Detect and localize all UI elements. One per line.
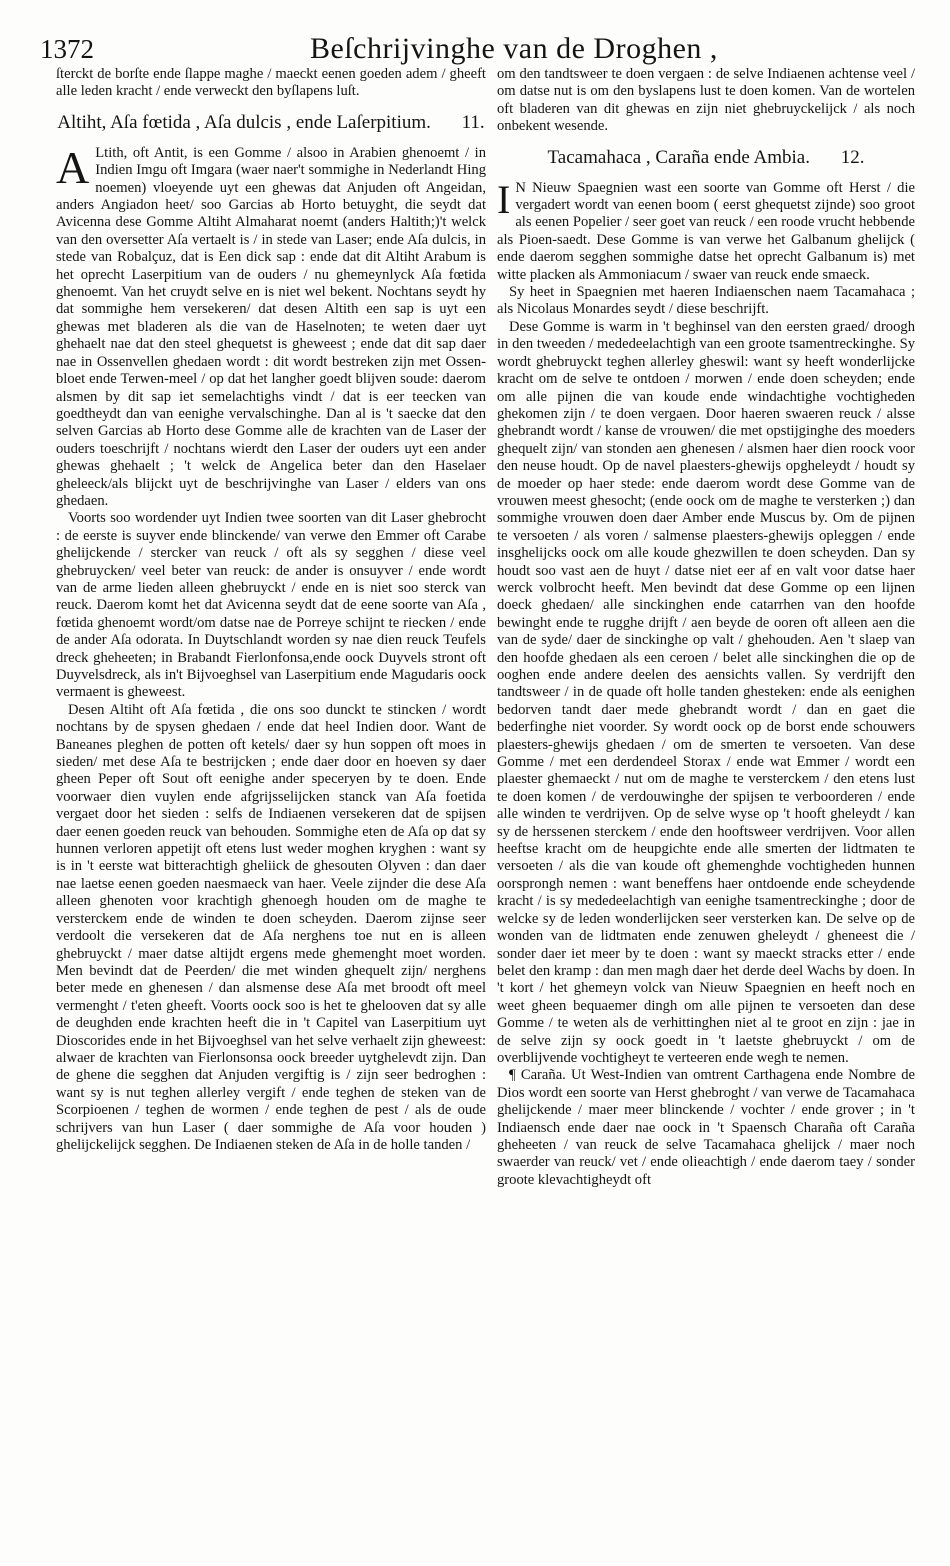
paragraph: Voorts soo wordender uyt Indien twee soorten van dit Laser ghebrocht : de eerste is suyver ende blinckende/ van verwe den Emmer oft Carabe ghelijckende / stercker van reuck / oft als sy segghen / diese veel ghebruycken/ veel beter van reuck: de ander is onsuyver / ende wordt van de arme lieden alleen ghebruyckt / ende en is niet soo sterck van reuck. Daerom komt het dat Avicenna seydt dat de eene soorte van Aſa , fœtida ghenoemt wordt/om datse nae de Porreye schijnt te riecken / ende de ander Aſa odorata. In Duytschlandt worden sy nae dien reuck Teufels dreck gheheeten; in Brabandt Fierlonfonsa,ende oock Duyvels stront oft Duyvelsdreck, als in't Bijvoeghsel van Laserpitium ende Magudaris oock vermaent is gheweest. [56,510,486,701]
page-number: 1372 [40,34,94,64]
right-intro-paragraph: om den tandtsweer te doen vergaen : de selve Indiaenen achtense veel / om datse nut is om den byslapens lust te doen komen. Van de wortelen oft bladeren van dit ghewas en zijn niet ghebruyckelijck / als noch onbekent wesende. [497,66,915,135]
left-column [56,66,486,1154]
section-heading-12 [497,146,915,170]
paragraph: Dese Gomme is warm in 't beghinsel van den eersten graed/ droogh in den tweeden / mededeelachtigh van een groote tsamentreckinghe. Sy wordt ghebruyckt teghen allerley gheswil: want sy heeft wonderlijcke kracht om de selve te ontdoen / morwen / ende doen scheyden; ende om alle pijnen die van koude ende windachtighe vochtigheden ghekomen zijn / te doen vergaen. Door haeren swaeren reuck / alsse ghebrandt wordt / kanse de vrouwen/ die met opstijginghe des moeders ghequelt zijn/ van stonden aen ghenesen / alsmen haer dien roock voor den neuse houdt. Op de navel plaesters-ghewijs opgheleydt / houdt sy de moeder op haer stede: ende daerom wordt dese Gomme van de vrouwen meest ghesocht; (ende oock om de maghe te versterken ;) dan sommighe vrouwen doen daer Amber ende Muscus by. Om de pijnen te versoeten / als voren / salmense plaesters-ghewijs opleggen / ende insghelijcks oock om alle koude ghezwillen te doen scheyden. Dan sy houdt soo vast aen de huyt / datse niet eer af en valt voor datse haer werck volbrocht heeft. Men bevindt dat dese Gomme op een lijnen doeck ghedaen/ alle sinckinghen ende catarrhen van den hoofde bewinght ende te rugghe drijft / aen beyde de ooren oft alleen aen die van de syde/ daer de sinckinghe op valt / ghehouden. Aen 't slaep van den hoofde ghedaen als een ceroen / belet alle sinckinghen die op de ooghen ende andere deelen des aensichts vallen. Sy verdrijft den tandtsweer / in de quade oft holle tanden ghesteken: ende als eenighen bedorven tandt daer mede ghebrandt wordt / dan en gaet die bederfinghe niet voorder. Sy wordt oock op de borst ende schouwers plaesters-ghewijs ghedaen / om de smerten te versoeten. Van dese Gomme / met een derdendeel Storax / ende wat Emmer / wordt een plaester ghemaeckt / nut om de maghe te versterckem / den etens lust te doen komen / de verdouwinghe der spijsen te verboorderen / ende alle winden te verdrijven. Op de selve wyse op 't hooft gheleydt / kan sy de herssenen sterckem / ende den hooftsweer verdrijven. Voor allen heeftse kracht om de heupgichte ende alle smerten der lidtmaten te versoeten / als die van koude oft ghemenghde vochtigheden hunnen oorsprongh nemen : want beneffens haer ontdoende ende scheydende kracht / is sy mededeelachtigh van eenighe tsamentreckinghe ; door de welcke sy de leden wonderlijcken seer versterken kan. De selve op de wonden van de lidtmaten ende zenuwen gheleydt / gheneest die / sonder daer iet meer by te doen : want sy maeckt stracks etter / ende belet den kramp : dan men magh daer het derde deel Wachs by doen. In 't kort / het ghemeyn volck van Nieuw Spaegnien en heeft noch en weet gheen bequaemer dingh om alle pijnen te versoeten dan dese Gomme / te weten als de verhittinghen niet al te groot en zijn : jae in de selve zijn sy oock goedt in 't laetste ghebruyckt / om de overblijvende vochtigheyt te verteeren ende wegh te nemen. [497,318,915,1066]
right-column [497,66,915,1189]
paragraph: ¶ Caraña. Ut West-Indien van omtrent Carthagena ende Nombre de Dios wordt een soorte van Herst ghebroght / van verwe de Tacamahaca ghelijckende / maer meer blinckende / vochter / ende grover ; in 't Indiaensch ende daer nae oock in 't Spaensch Charaña oft Caraña gheheeten / van reuck de selve Tacamahaca ghelijck / maer noch swaerder van reuck/ vet / ende olieachtigh / ende daerom taey / sonder groote klevachtigheydt oft [497,1067,915,1188]
section-number: 12. [840,146,865,168]
paragraph-text: N Nieuw Spaegnien wast een soorte van Gomme oft Herst / die vergadert wordt van eenen boom ( eerst ghequetst zijnde) soo groot als eenen Popelier / seer goet van reuck / een roode vrucht hebbende als Pioen-saedt. Dese Gomme is van verwe het Galbanum ghelijck ( ende daerom segghen sommighe datse het oprecht Galbanum is) met witte placken als Ammoniacum / swaer van reuck ende smaeck. [497,179,915,283]
section-title: Tacamahaca , Caraña ende Ambia. [547,146,810,168]
drop-cap: I [497,176,511,222]
paragraph [497,176,915,284]
page-header [0,22,950,66]
paragraph: Sy heet in Spaegnien met haeren Indiaenschen naem Tacamahaca ; als Nicolaus Monardes seydt / diese beschrijft. [497,284,915,318]
section-title: Altiht, Aſa fœtida , Aſa dulcis , ende Laſerpitium. [57,111,431,133]
paragraph-text: Ltith, oft Antit, is een Gomme / alsoo in Arabien ghenoemt / in Indien Imgu oft Imgara (waer naer't sommighe in Nederlandt Hing noemen) vloeyende uyt een ghewas dat Anjuden oft Angeidan, anders Angiadon heet/ soo Garcias ab Horto betuyght, die seydt dat Avicenna dese Gomme Altiht Almaharat noemt (anders Haltith;)'t welck van den oversetter Aſa vertaelt is / in stede van Laser; ende Aſa dulcis, in stede van Robalçuz, dat is Een dick sap : ende dat dit Altiht Arabum is het oprecht Laserpitium van de ouders / nu ghemeynlyck Aſa fœtida ghenoemt. Van het cruydt selve en is niet wel bekent. Nochtans seydt hy dat sommighe hem versekeren/ dat desen Altith een sap is uyt een ghewas met bladeren als die van de Haselnoten; te weten daer uyt ghehaelt nae dat den steel ghequetst is gheweest ; ende dat dit sap daer nae in Ossenvellen ghedaen wordt : dit wordt bestreken zijn met Ossen-bloet ende Terwen-meel / op dat het langher goedt blijven soude: daerom alsmen by dit sap iet semelachtighs vindt / dat is eer teecken van goedtheydt dan van eenighe vervalschinghe. Dan al is 't saecke dat den selven Garcias ab Horto dese Gomme alle de krachten van de Laser der ouders toeschrijft / nochtans wierdt den Laser der ouders uyt een ander ghewas ghehaelt ; 't welck de Angelica beter dan den Haselaer gheleeck/als blijckt uyt de beschrijvinghe van Laser / elders van ons ghedaen. [56,144,486,509]
section-heading-11 [56,111,486,135]
drop-cap: A [56,141,90,193]
running-title: Beſchrijvinghe van de Droghen , [310,32,718,65]
paragraph: Desen Altiht oft Aſa fœtida , die ons soo dunckt te stincken / wordt nochtans by de spysen ghedaen / ende dat heel Indien door. Want de Baneanes pleghen de potten oft ketels/ daer sy hun soppen oft moes in sieden/ met dese Aſa te bestrijcken ; ende daer door en hoeven sy daer gheen Peper oft Sout oft eenighe ander speceryen by te doen. Ende voorwaer dien vuylen ende afgrijsselijcken stanck van Aſa foetida vergaet door het sieden : selfs de Indiaenen versekeren dat de spijsen daer eenen goeden reuck van behouden. Sommighe eten de Aſa op dat sy hunnen verloren appetijt oft etens lust weder moghen kryghen : want sy is in 't eerste wat bitterachtigh gheliick de ghesouten Olyven : dan daer nae laetse eenen goeden naesmaeck van haer. Veele zijnder die dese Aſa alleen ghenoten voor krachtigh ghenoegh houden om de maghe te versterckem ende de winden te doen scheyden. Daerom zijnse seer verdoolt die versekeren dat de Aſa nerghens toe nut en is alleen ghebruyckt / maer datse altijdt ergens mede ghemenght moet worden. Men bevindt dat de Peerden/ die met winden ghequelt zijn/ nerghens beter mede en ghenesen / dan alsmense dese Aſa met broodt oft meel vermenght / t'eten gheeft. Voorts oock soo is het te ghelooven dat sy alle de deughden ende krachten heeft die in 't Capitel van Laserpitium uyt Dioscorides ende in het Bijvoeghsel van het selve verhaelt zijn gheweest: alwaer de krachten van Fierlonsonsa oock breeder uytghelevdt zijn. Dan de ghene die segghen dat Anjuden vergiftig is / zijn seer bedroghen : want sy is nut teghen allerley vergift / ende teghen de steken van de Scorpioenen / teghen de wormen / ende teghen de pest / als de oude schrijvers van hun Laser ( daer sommighe de Aſa voor houden ) ghelijckelijck segghen. De Indiaenen steken de Aſa in de holle tanden / [56,701,486,1153]
paragraph [56,141,486,511]
left-intro-paragraph: ſterckt de borſte ende ſlappe maghe / maeckt eenen goeden adem / gheeft alle leden kracht / ende verweckt den byſlapens luſt. [56,66,486,100]
section-number: 11. [461,111,485,133]
